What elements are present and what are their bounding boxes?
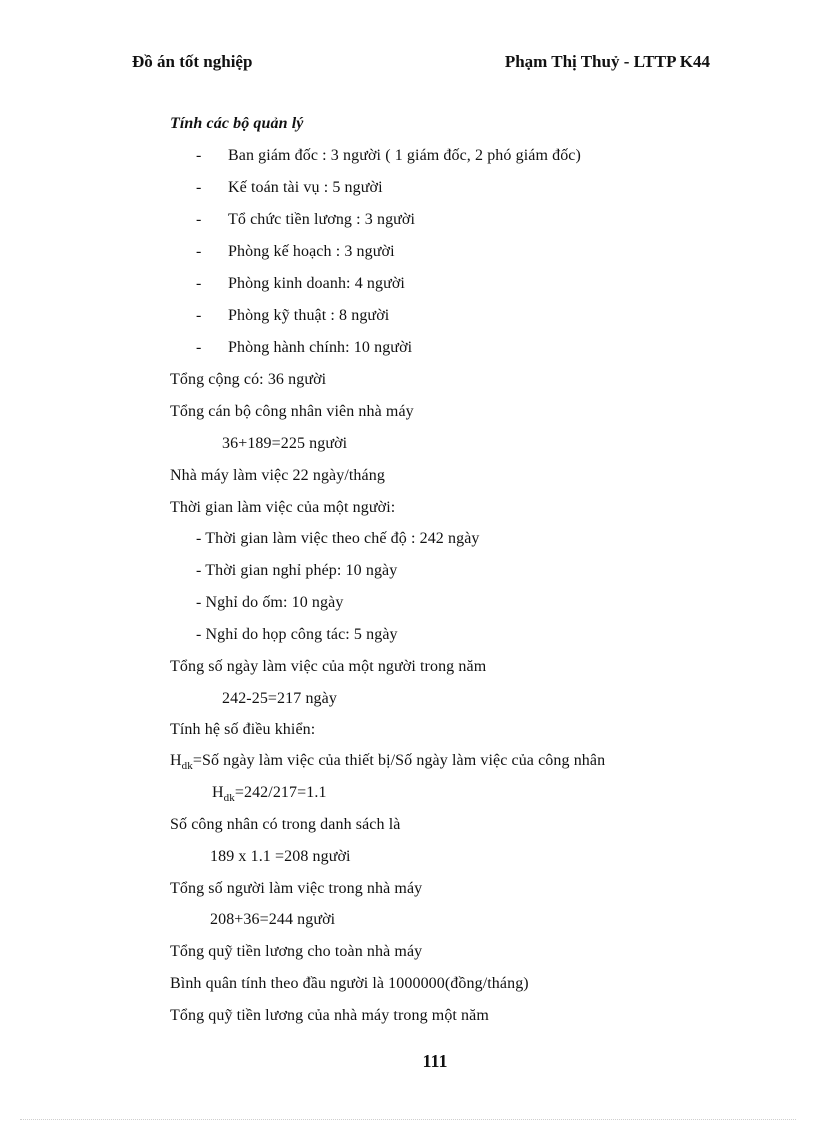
header-right: Phạm Thị Thuỷ - LTTP K44 — [504, 52, 710, 71]
list-item: Kế toán tài vụ : 5 người — [228, 179, 383, 196]
coefficient-calc — [212, 784, 327, 804]
list-item: Phòng kỹ thuật : 8 người — [228, 307, 390, 324]
section-title: Tính các bộ quản lý — [170, 115, 304, 132]
total-staff-calc: 36+189=225 người — [222, 435, 348, 452]
list-item: Phòng kế hoạch : 3 người — [228, 243, 395, 260]
total-people-calc: 208+36=244 người — [210, 911, 336, 928]
total-days-title: Tổng số ngày làm việc của một người trong năm — [170, 658, 487, 675]
total-management: Tổng cộng có: 36 người — [170, 371, 327, 388]
page-number: 111 — [422, 1051, 448, 1071]
list-bullet: - — [196, 307, 202, 324]
list-bullet: - — [196, 275, 202, 292]
coefficient-formula — [170, 752, 605, 772]
year-fund-title: Tổng quỹ tiền lương của nhà máy trong một năm — [170, 1007, 489, 1024]
coefficient-title: Tính hệ số điều khiển: — [170, 721, 316, 738]
coefficient-calc-text: =242/217=1.1 — [234, 784, 327, 801]
coefficient-formula-text: =Số ngày làm việc của thiết bị/Số ngày làm việc của công nhân — [192, 752, 606, 769]
work-time-item: - Nghỉ do ốm: 10 ngày — [196, 594, 344, 611]
header-left: Đồ án tốt nghiệp — [132, 52, 253, 71]
list-item: Phòng kinh doanh: 4 người — [228, 275, 405, 292]
total-staff-title: Tổng cán bộ công nhân viên nhà máy — [170, 403, 414, 420]
list-bullet: - — [196, 211, 202, 228]
total-people-title: Tổng số người làm việc trong nhà máy — [170, 880, 423, 897]
wage-fund-title: Tổng quỹ tiền lương cho toàn nhà máy — [170, 943, 423, 960]
work-time-item: - Thời gian nghỉ phép: 10 ngày — [196, 562, 398, 579]
list-item: Phòng hành chính: 10 người — [228, 339, 413, 356]
work-time-item: - Thời gian làm việc theo chế độ : 242 ngày — [196, 530, 480, 547]
list-bullet: - — [196, 339, 202, 356]
average-wage: Bình quân tính theo đầu người là 1000000(đồng/tháng) — [170, 975, 529, 992]
total-days-calc: 242-25=217 ngày — [222, 690, 337, 707]
page-edge-divider — [20, 1119, 796, 1120]
list-item: Ban giám đốc : 3 người ( 1 giám đốc, 2 phó giám đốc) — [228, 147, 581, 164]
workers-title: Số công nhân có trong danh sách là — [170, 816, 401, 833]
h-subscript: dk — [181, 760, 193, 772]
list-bullet: - — [196, 147, 202, 164]
work-time-title: Thời gian làm việc của một người: — [170, 499, 396, 516]
h-letter: H — [212, 784, 224, 801]
list-bullet: - — [196, 179, 202, 196]
work-days: Nhà máy làm việc 22 ngày/tháng — [170, 467, 385, 484]
list-bullet: - — [196, 243, 202, 260]
h-letter: H — [170, 752, 182, 769]
h-subscript: dk — [223, 792, 235, 804]
list-item: Tổ chức tiền lương : 3 người — [228, 211, 416, 228]
workers-calc: 189 x 1.1 =208 người — [210, 848, 351, 865]
work-time-item: - Nghỉ do họp công tác: 5 ngày — [196, 626, 398, 643]
